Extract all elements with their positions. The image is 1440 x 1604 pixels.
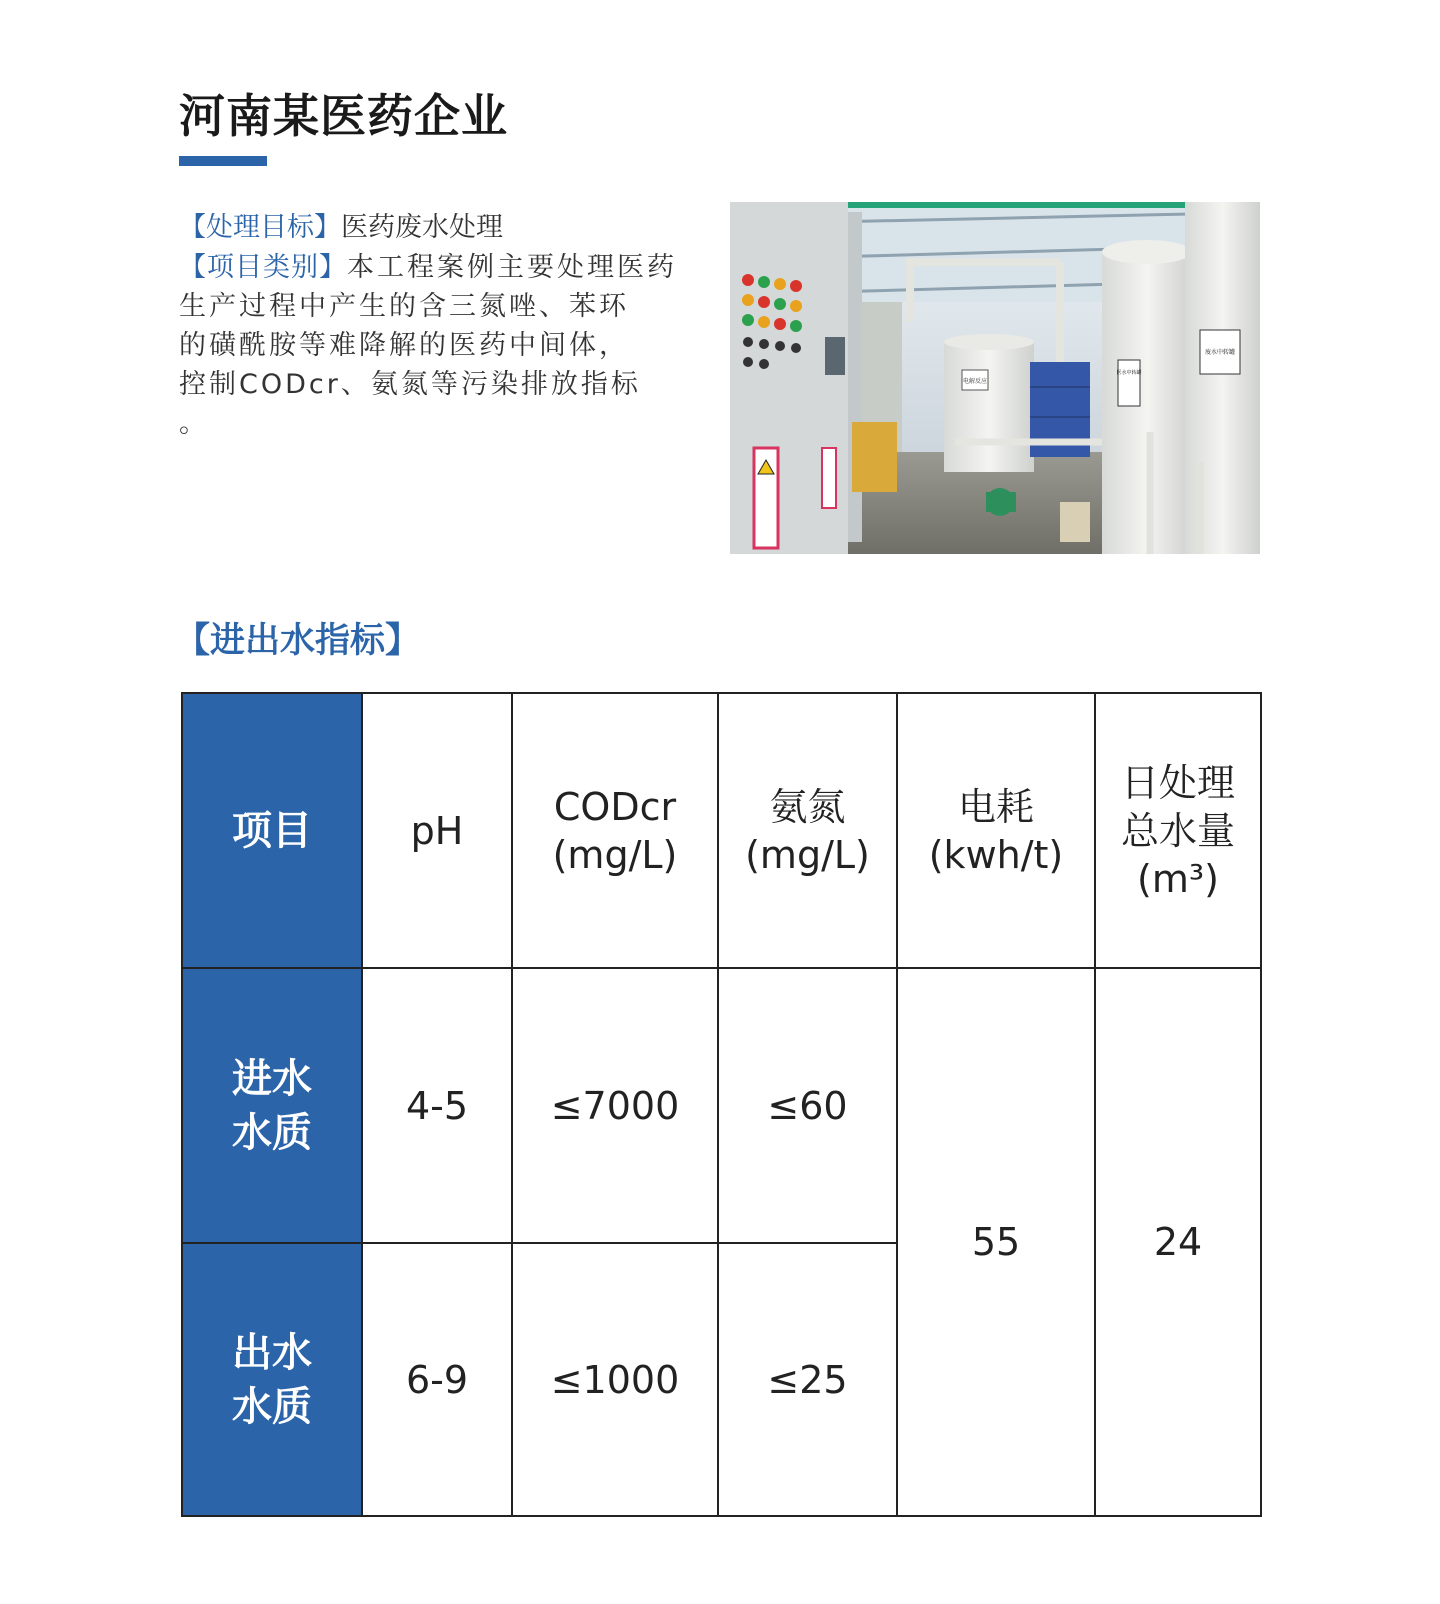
row-header-influent-line-1: 水质 <box>232 1109 312 1156</box>
category-text-4: 。 <box>179 408 209 439</box>
col-header-ammonia-line-1: (mg/L) <box>745 832 870 877</box>
effluent-ph: 6-9 <box>362 1243 512 1516</box>
category-text-1: 生产过程中产生的含三氮唑、苯环 <box>179 291 629 322</box>
col-header-cod <box>512 693 718 968</box>
row-header-effluent-line-0: 出水 <box>232 1329 312 1376</box>
col-header-power-line-0: 电耗 <box>957 784 1034 829</box>
power-consumption: 55 <box>897 968 1095 1516</box>
category-line-0 <box>179 248 712 287</box>
metrics-table <box>181 692 1262 1517</box>
influent-ph: 4-5 <box>362 968 512 1243</box>
corner-cell: 项目 <box>182 693 362 968</box>
row-header-effluent-line-1: 水质 <box>232 1383 312 1430</box>
effluent-cod: ≤1000 <box>512 1243 718 1516</box>
table-row <box>182 968 1261 1243</box>
row-header-influent-line-0: 进水 <box>232 1055 312 1102</box>
col-header-ammonia-line-0: 氨氮 <box>769 784 846 829</box>
col-header-volume-line-2: (m³) <box>1137 856 1219 901</box>
col-header-ammonia <box>718 693 897 968</box>
table-header-row <box>182 693 1261 968</box>
vessel-label: 电解反应 <box>962 378 988 385</box>
target-value: 医药废水处理 <box>341 212 503 243</box>
influent-cod: ≤7000 <box>512 968 718 1243</box>
daily-volume: 24 <box>1095 968 1261 1516</box>
category-key: 【项目类别】 <box>179 252 347 283</box>
section-heading: 【进出水指标】 <box>175 621 421 661</box>
plant-photo-illustration <box>730 202 1260 554</box>
title-underline <box>179 156 267 166</box>
category-text-0: 本工程案例主要处理医药 <box>347 252 677 283</box>
tank-label-right: 废水中转罐 <box>1204 349 1236 356</box>
page-title: 河南某医药企业 <box>179 89 508 143</box>
tank-label-left: 医水中转罐 <box>1116 370 1142 376</box>
category-text-3: 控制CODcr、氨氮等污染排放指标 <box>179 369 641 400</box>
project-info <box>179 208 712 443</box>
plant-photo <box>730 202 1260 554</box>
target-line <box>179 208 712 248</box>
col-header-power <box>897 693 1095 968</box>
row-header-effluent <box>182 1243 362 1516</box>
col-header-volume <box>1095 693 1261 968</box>
col-header-ph-line-0: pH <box>410 808 464 853</box>
row-header-influent <box>182 968 362 1243</box>
col-header-volume-line-0: 日处理 <box>1120 760 1235 805</box>
influent-ammonia: ≤60 <box>718 968 897 1243</box>
col-header-volume-line-1: 总水量 <box>1120 808 1235 853</box>
col-header-cod-line-1: (mg/L) <box>552 832 678 877</box>
effluent-ammonia: ≤25 <box>718 1243 897 1516</box>
col-header-power-line-1: (kwh/t) <box>928 832 1064 877</box>
target-key: 【处理目标】 <box>179 212 341 243</box>
col-header-cod-line-0: CODcr <box>553 784 677 829</box>
col-header-ph <box>362 693 512 968</box>
category-text-2: 的磺酰胺等难降解的医药中间体， <box>179 330 629 361</box>
